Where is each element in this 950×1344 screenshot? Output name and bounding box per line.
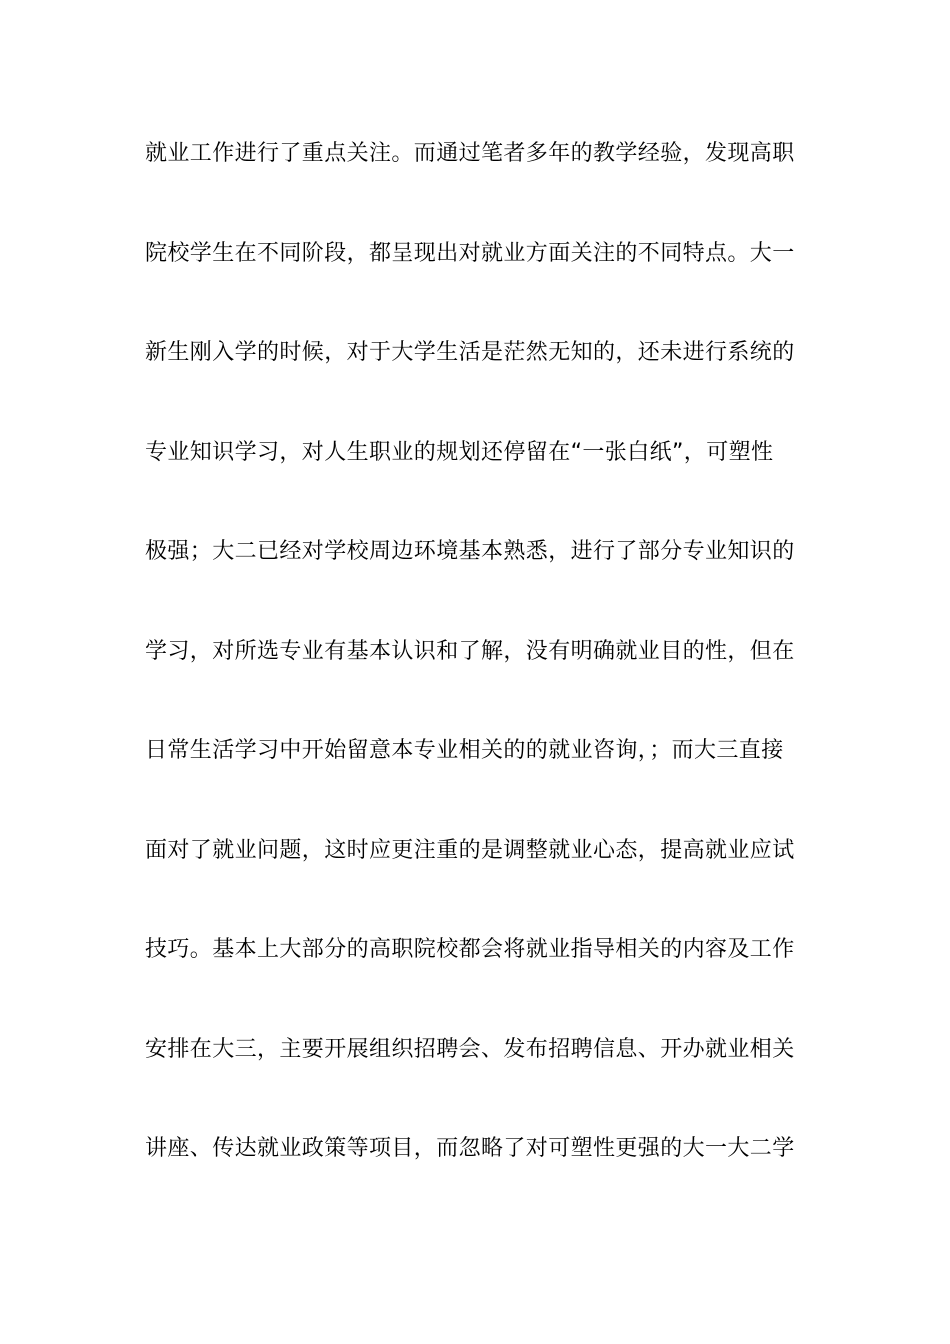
text-line: 院校学生在不同阶段，都呈现出对就业方面关注的不同特点。大一 [145, 240, 795, 266]
text-line: 就业工作进行了重点关注。而通过笔者多年的教学经验，发现高职 [145, 141, 795, 166]
text-line: 日常生活学习中开始留意本专业相关的的就业咨询，；而大三直接 [145, 738, 784, 763]
text-line: 学习，对所选专业有基本认识和了解，没有明确就业目的性，但在 [145, 638, 795, 664]
text-line: 讲座、传达就业政策等项目，而忽略了对可塑性更强的大一大二学 [145, 1136, 795, 1161]
text-line: 新生刚入学的时候，对于大学生活是茫然无知的，还未进行系统的 [145, 340, 795, 365]
text-line: 极强；大二已经对学校周边环境基本熟悉，进行了部分专业知识的 [145, 539, 795, 564]
body-text [145, 127, 825, 1222]
text-line: 技巧。基本上大部分的高职院校都会将就业指导相关的内容及工作 [145, 937, 795, 962]
text-line: 安排在大三，主要开展组织招聘会、发布招聘信息、开办就业相关 [145, 1036, 795, 1062]
text-line: 面对了就业问题，这时应更注重的是调整就业心态，提高就业应试 [145, 837, 795, 863]
text-line: 专业知识学习，对人生职业的规划还停留在“一张白纸”，可塑性 [145, 439, 774, 465]
